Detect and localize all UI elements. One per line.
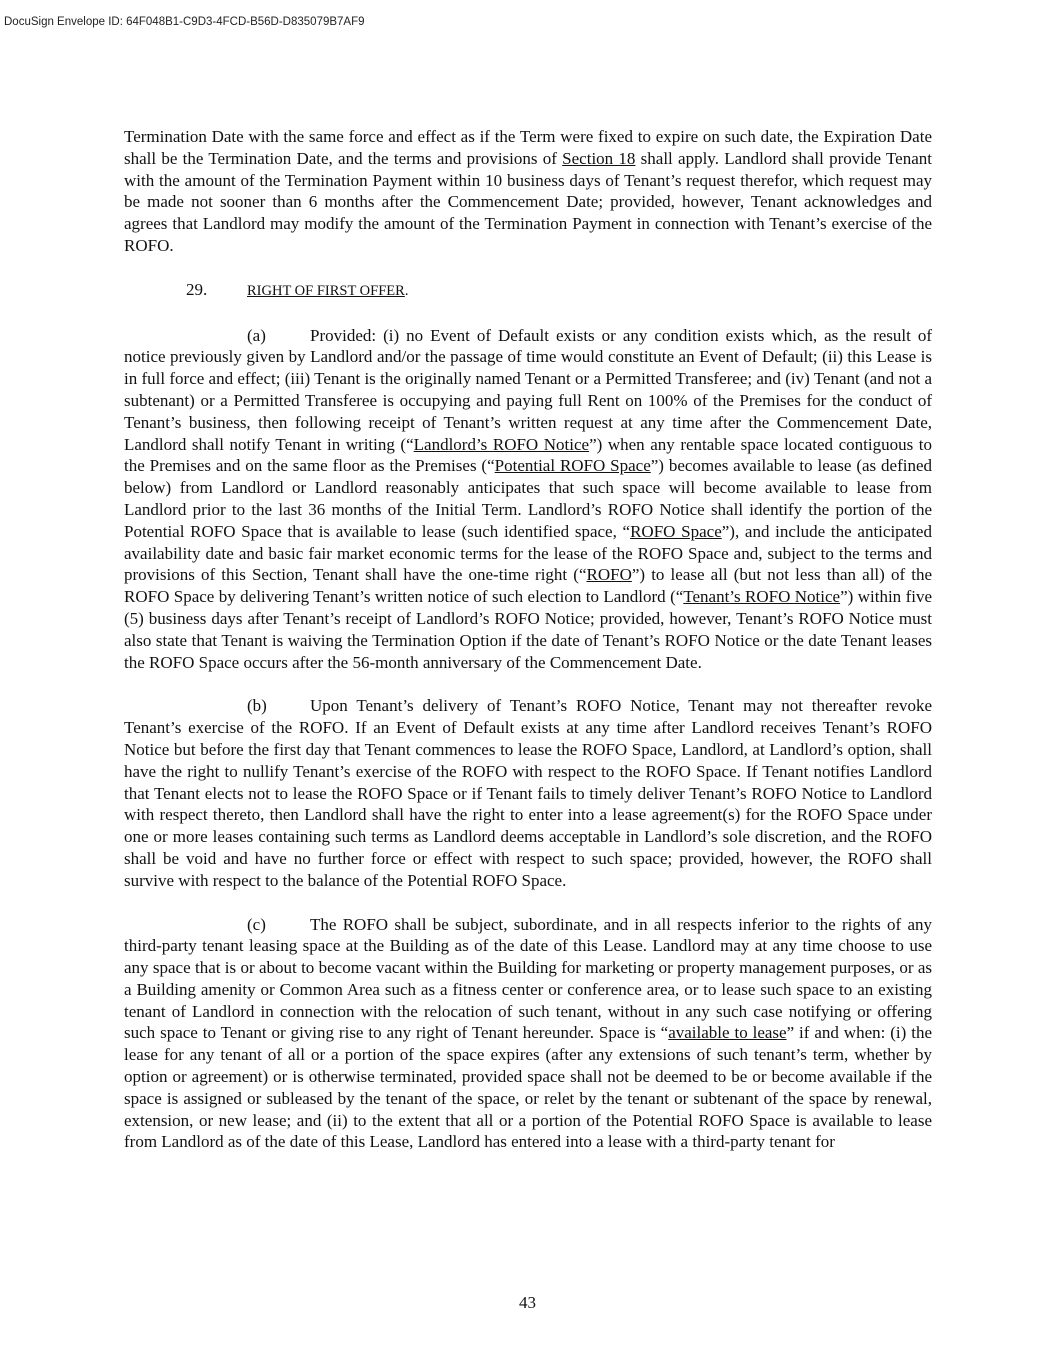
defined-term: ROFO Space (630, 521, 722, 541)
paragraph-c (124, 914, 932, 1154)
paragraph-a (124, 325, 932, 674)
intro-text: shall apply. Landlord shall provide Tenant with the amount of the Termination Payment within 10 business days of Tenant’s request therefor, which request may be made not sooner than 6 months after the Commencement Date; provided, however, Tenant acknowledges and agrees that Landlord may modify the amount of the Termination Payment in connection with Tenant’s exercise of the ROFO. (124, 148, 932, 255)
section-number: 29. (186, 279, 208, 299)
defined-term: Landlord’s ROFO Notice (413, 434, 590, 454)
paragraph-b-text: Upon Tenant’s delivery of Tenant’s ROFO Notice, Tenant may not thereafter revoke Tenant’s exercise of the ROFO. If an Event of Default exists at any time after Landlord receives Tenant’s ROFO Notice but before the first day that Tenant commences to lease the ROFO Space, Landlord, at Landlord’s option, shall have the right to nullify Tenant’s exercise of the ROFO with respect to the ROFO Space. If Tenant notifies Landlord that Tenant elects not to lease the ROFO Space or if Tenant fails to timely deliver Tenant’s ROFO Notice to Landlord with respect thereto, then Landlord shall have the right to enter into a lease agreement(s) for the ROFO Space under one or more leases containing such terms as Landlord deems acceptable in Landlord’s sole discretion, and the ROFO shall be void and have no further force or effect with respect to such space; provided, however, the ROFO shall survive with respect to the balance of the Potential ROFO Space. (124, 696, 932, 890)
defined-term: ROFO (586, 565, 632, 585)
paragraph-a-label: (a) (247, 325, 266, 345)
section-title: RIGHT OF FIRST OFFER (247, 282, 405, 299)
paragraph-a-text: ”) becomes available to lease (as defined below) from Landlord or Landlord reasonably anticipates that such space will become available to lease from Landlord prior to the last 36 months of the Initial Term. Landlord’s ROFO Notice shall identify the portion of the Potential ROFO Space that is available to lease (such identified space, “ (124, 456, 932, 541)
defined-term: Potential ROFO Space (494, 456, 651, 476)
paragraph-c-label: (c) (247, 914, 266, 934)
intro-text: Termination Date with the same force and effect as if the Term were fixed to expire on such date, the Expiration Date shall be the Termination Date, and the terms and provisions of (124, 127, 932, 168)
page-number: 43 (519, 1293, 536, 1312)
paragraph-b (124, 695, 932, 891)
paragraph-a-text: Provided: (i) no Event of Default exists or any condition exists which, as the result of notice previously given by Landlord and/or the passage of time would constitute an Event of Default; (ii) this Lease is in full force and effect; (iii) Tenant is the originally named Tenant or a Permitted Transferee; and (iv) Tenant (and not a subtenant) or a Permitted Transferee is occupying and paying full Rent on 100% of the Premises for the conduct of Tenant’s business, then following receipt of Tenant’s written request at any time after the Commencement Date, Landlord shall notify Tenant in writing (“ (124, 325, 932, 454)
section-reference: Section 18 (562, 148, 636, 168)
paragraph-a-text: ”) within five (5) business days after Tenant’s receipt of Landlord’s ROFO Notice; provided, however, Tenant’s ROFO Notice must also state that Tenant is waiving the Termination Option if the date of Tenant’s ROFO Notice or the date Tenant leases the ROFO Space occurs after the 56-month anniversary of the Commencement Date. (124, 587, 932, 672)
intro-paragraph (124, 126, 932, 257)
paragraph-a-text: ”) when any rentable space located contiguous to the Premises and on the same floor as the Premises (“ (124, 434, 932, 476)
document-body (124, 126, 932, 1153)
docusign-envelope-id: DocuSign Envelope ID: 64F048B1-C9D3-4FCD-B56D-D835079B7AF9 (4, 16, 365, 28)
paragraph-a-text: ”), and include the anticipated availability date and basic fair market economic terms for the lease of the ROFO Space and, subject to the terms and provisions of this Section, Tenant shall have the one-time right (“ (124, 521, 932, 585)
defined-term: available to lease (668, 1023, 787, 1043)
paragraph-c-text: The ROFO shall be subject, subordinate, and in all respects inferior to the rights of any third-party tenant leasing space at the Building as of the date of this Lease. Landlord may at any time choose to use any space that is or about to become vacant within the Building for marketing or property management purposes, or as a Building amenity or Common Area such as a fitness center or conference area, or to lease such space to an existing tenant of Landlord in connection with the relocation of such tenant, without in any such case notifying or offering such space to Tenant or giving rise to any right of Tenant hereunder. Space is “ (124, 914, 932, 1043)
paragraph-a-text: ”) to lease all (but not less than all) of the ROFO Space by delivering Tenant’s written notice of such election to Landlord (“ (124, 565, 932, 607)
defined-term: Tenant’s ROFO Notice (683, 587, 841, 607)
section-heading (124, 279, 932, 303)
section-title-period: . (404, 282, 409, 299)
paragraph-c-text: ” if and when: (i) the lease for any tenant of all or a portion of the space expires (after any extensions of such tenant’s term, whether by option or agreement) or is otherwise terminated, provided space shall not be deemed to be or become available if the space is assigned or subleased by the tenant of the space, or relet by the tenant or subtenant of the space by renewal, extension, or new lease; and (ii) to the extent that all or a portion of the Potential ROFO Space is available to lease from Landlord as of the date of this Lease, Landlord has entered into a lease with a third-party tenant for (124, 1023, 932, 1152)
paragraph-b-label: (b) (247, 696, 267, 716)
